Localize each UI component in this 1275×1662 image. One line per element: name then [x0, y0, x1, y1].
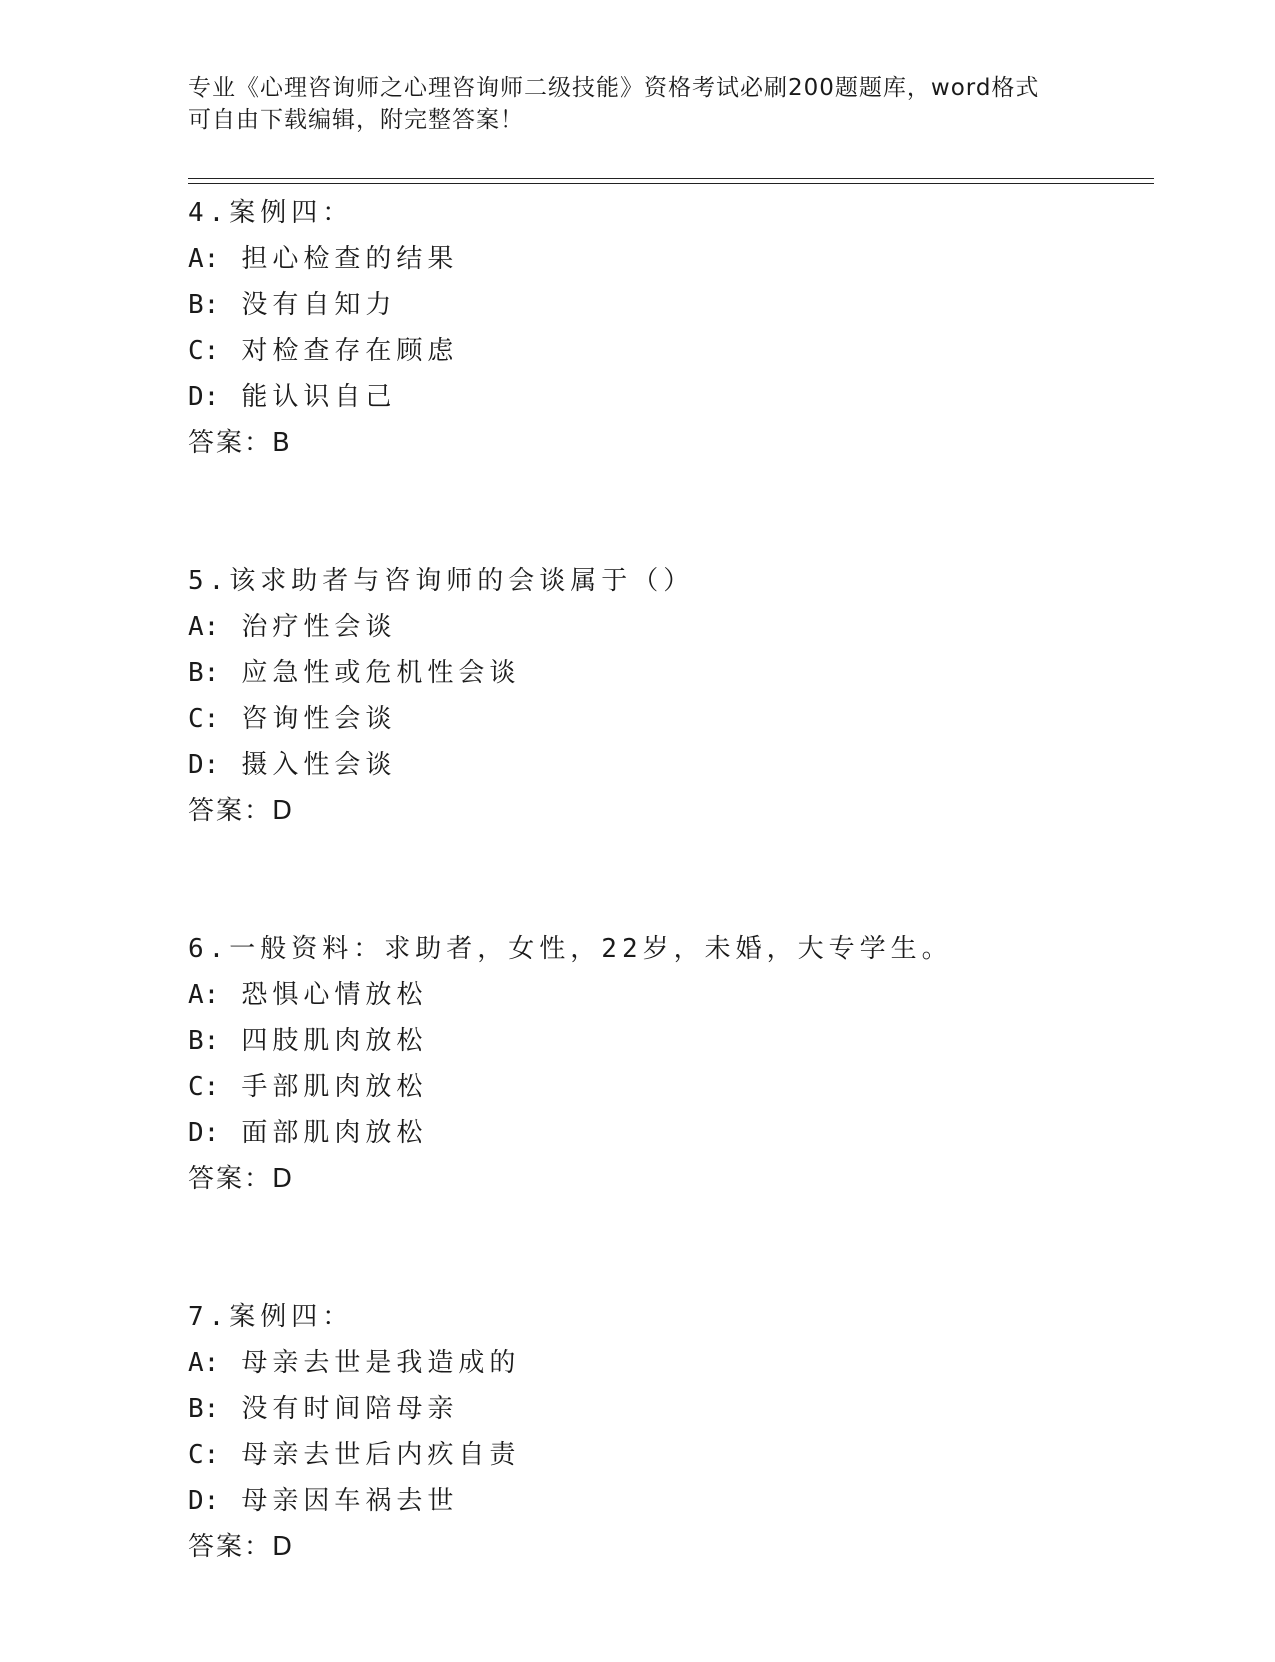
header-divider-top — [188, 178, 1154, 179]
option-text: 面部肌肉放松 — [241, 1118, 428, 1148]
option-letter: A: — [188, 244, 220, 274]
option-letter: B: — [188, 658, 220, 688]
option-text: 治疗性会谈 — [241, 612, 397, 642]
option-letter: B: — [188, 290, 220, 320]
answer-value: D — [272, 1532, 293, 1562]
option-c — [188, 1432, 1148, 1478]
question-item — [188, 190, 1148, 466]
option-d — [188, 742, 1148, 788]
question-title: 7.案例四： — [188, 1302, 354, 1332]
option-b — [188, 1018, 1148, 1064]
option-text: 母亲去世后内疚自责 — [241, 1440, 521, 1470]
answer-label: 答案： — [188, 428, 273, 458]
option-letter: A: — [188, 612, 220, 642]
answer-value: B — [272, 428, 290, 458]
question-title: 5.该求助者与咨询师的会谈属于（） — [188, 566, 695, 596]
option-text: 四肢肌肉放松 — [241, 1026, 428, 1056]
header-divider-bottom — [188, 183, 1154, 184]
option-text: 摄入性会谈 — [241, 750, 397, 780]
option-letter: B: — [188, 1394, 220, 1424]
document-header — [188, 72, 1088, 136]
answer-label: 答案： — [188, 1532, 273, 1562]
option-c — [188, 328, 1148, 374]
answer-label: 答案： — [188, 796, 273, 826]
option-d — [188, 1110, 1148, 1156]
option-a — [188, 604, 1148, 650]
option-letter: A: — [188, 980, 220, 1010]
header-line-1: 专业《心理咨询师之心理咨询师二级技能》资格考试必刷200题题库，word格式 — [188, 75, 1040, 101]
option-text: 能认识自己 — [241, 382, 397, 412]
option-c — [188, 696, 1148, 742]
option-letter: A: — [188, 1348, 220, 1378]
question-item — [188, 1294, 1148, 1570]
option-text: 手部肌肉放松 — [241, 1072, 428, 1102]
question-item — [188, 926, 1148, 1202]
question-title: 4.案例四： — [188, 198, 354, 228]
option-b — [188, 282, 1148, 328]
option-b — [188, 1386, 1148, 1432]
option-letter: B: — [188, 1026, 220, 1056]
option-c — [188, 1064, 1148, 1110]
question-title: 6.一般资料：求助者，女性，22岁，未婚，大专学生。 — [188, 934, 953, 964]
option-letter: D: — [188, 750, 220, 780]
option-a — [188, 236, 1148, 282]
answer-line — [188, 1156, 1148, 1202]
option-letter: D: — [188, 1118, 220, 1148]
option-text: 应急性或危机性会谈 — [241, 658, 521, 688]
answer-value: D — [272, 1164, 293, 1194]
option-letter: C: — [188, 1440, 220, 1470]
answer-line — [188, 1524, 1148, 1570]
option-text: 没有自知力 — [241, 290, 397, 320]
answer-line — [188, 420, 1148, 466]
option-text: 担心检查的结果 — [241, 244, 459, 274]
option-text: 母亲因车祸去世 — [241, 1486, 459, 1516]
question-item — [188, 558, 1148, 834]
option-text: 恐惧心情放松 — [241, 980, 428, 1010]
option-letter: C: — [188, 704, 220, 734]
answer-label: 答案： — [188, 1164, 273, 1194]
option-text: 对检查存在顾虑 — [241, 336, 459, 366]
option-a — [188, 1340, 1148, 1386]
option-text: 母亲去世是我造成的 — [241, 1348, 521, 1378]
option-a — [188, 972, 1148, 1018]
option-letter: D: — [188, 382, 220, 412]
option-d — [188, 374, 1148, 420]
option-letter: C: — [188, 1072, 220, 1102]
option-b — [188, 650, 1148, 696]
option-letter: C: — [188, 336, 220, 366]
question-list — [188, 190, 1148, 1662]
option-d — [188, 1478, 1148, 1524]
answer-line — [188, 788, 1148, 834]
option-letter: D: — [188, 1486, 220, 1516]
answer-value: D — [272, 796, 293, 826]
header-line-2: 可自由下载编辑，附完整答案！ — [188, 107, 524, 133]
option-text: 没有时间陪母亲 — [241, 1394, 459, 1424]
option-text: 咨询性会谈 — [241, 704, 397, 734]
